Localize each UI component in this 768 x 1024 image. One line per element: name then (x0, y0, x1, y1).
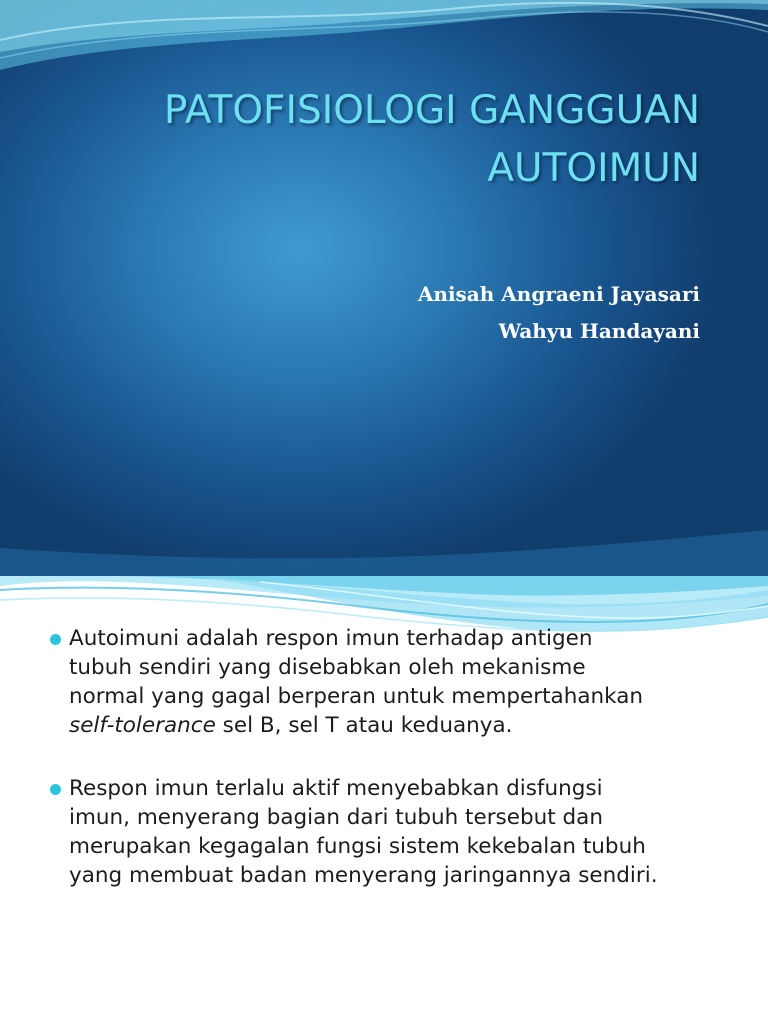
author-name: Anisah Angraeni Jayasari (417, 282, 700, 306)
bullet-line: merupakan kegagalan fungsi sistem kekebalan tubuh (69, 834, 646, 859)
bullet-line: normal yang gagal berperan untuk mempertahankan (69, 684, 644, 709)
bullet-line: tubuh sendiri yang disebabkan oleh mekanisme (69, 655, 586, 680)
bullet-line: Respon imun terlalu aktif menyebabkan disfungsi (69, 776, 603, 801)
bullet-list (0, 624, 768, 890)
bullet-line (69, 711, 738, 740)
bullet-dot-icon (50, 634, 61, 645)
slide-title (60, 82, 700, 198)
bullet-item (0, 774, 768, 890)
bullet-line: Autoimuni adalah respon imun terhadap antigen (69, 626, 593, 651)
author-list (418, 276, 700, 350)
bullet-line: yang membuat badan menyerang jaringannya sendiri. (69, 863, 658, 888)
title-line-1: PATOFISIOLOGI GANGGUAN (163, 88, 700, 133)
bullet-line-rest: sel B, sel T atau keduanya. (215, 713, 513, 738)
italic-term: self-tolerance (69, 713, 216, 738)
author-name: Wahyu Handayani (498, 319, 700, 343)
title-line-2: AUTOIMUN (487, 146, 700, 191)
bullet-item (0, 624, 768, 740)
bullet-dot-icon (50, 784, 61, 795)
content-slide (0, 576, 768, 1024)
bullet-line: imun, menyerang bagian dari tubuh tersebut dan (69, 805, 603, 830)
